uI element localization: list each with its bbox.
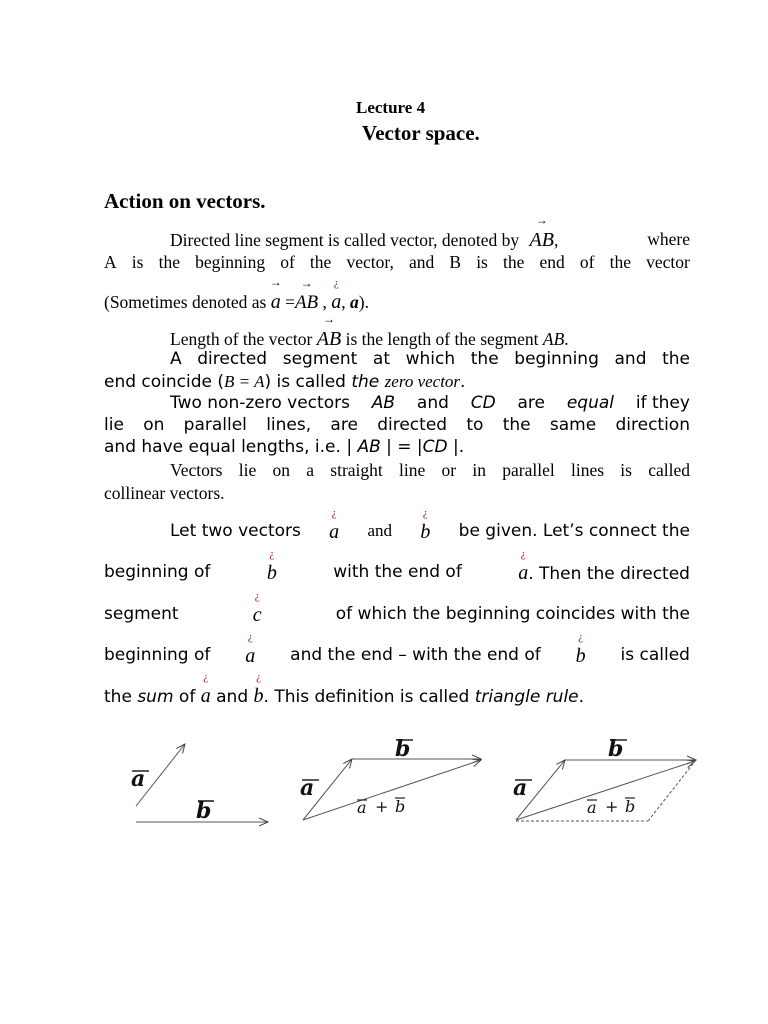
p6-line5: the sum of ¿ a and ¿ b. This definition is called triangle rule. <box>104 671 585 707</box>
vector-a-4: ¿ a <box>518 548 529 584</box>
vector-b-4: ¿ b <box>253 671 264 707</box>
vector-a-3: ¿ a <box>329 507 340 543</box>
p6-line3: segment ¿ c of which the beginning coincides with the <box>104 590 690 626</box>
vector-ab-3: → AB <box>316 312 342 350</box>
p3-line1: A directed segment at which the beginning and the <box>170 349 690 369</box>
vector-ab: → AB <box>529 213 554 251</box>
p6-line2: beginning of ¿ b with the end of ¿ a. Then the directed <box>104 548 690 584</box>
p5-line2: collinear vectors. <box>104 483 225 503</box>
fig3-dashed-side <box>648 760 696 821</box>
fig1-label-a: a <box>131 766 146 792</box>
vector-a-2: ¿ a <box>331 277 342 313</box>
p4-line1: Two non-zero vectors AB and CD are equal if they <box>170 393 690 413</box>
vector-a: → a <box>269 275 282 313</box>
section-heading: Action on vectors. <box>104 189 266 213</box>
fig2-sum-b: b <box>395 797 406 816</box>
vector-b-2: ¿ b <box>266 548 277 584</box>
fig2-label-b: b <box>395 736 411 762</box>
p2-line: Length of the vector → AB is the length of the segment AB. <box>170 312 569 350</box>
vector-b: ¿ b <box>420 507 431 543</box>
lecture-number: Lecture 4 <box>356 98 426 117</box>
p1-line3: (Sometimes denoted as → a = → AB , ¿ a, a). <box>104 275 369 313</box>
vector-b-3: ¿ b <box>575 631 586 667</box>
p3-line2: end coincide (B = A) is called the zero vector. <box>104 372 466 392</box>
fig2-sum-plus: + <box>375 797 389 816</box>
p5-line1: Vectors lie on a straight line or in parallel lines is called <box>170 460 690 480</box>
fig3-label-b: b <box>608 736 624 762</box>
vector-ab-2: → AB <box>294 276 319 313</box>
p1-line1: Directed line segment is called vector, denoted by → AB, where <box>170 213 690 251</box>
fig3-sum-b: b <box>625 797 636 816</box>
fig3-sum-a: a <box>587 798 597 817</box>
vector-a-5: ¿ a <box>245 631 256 667</box>
p4-line3: and have equal lengths, i.e. | AB | = |CD |. <box>104 437 465 457</box>
fig1-label-b: b <box>196 798 212 824</box>
page-title: Vector space. <box>362 121 480 145</box>
p6-line1: Let two vectors ¿ a and ¿ b be given. Let’s connect the <box>170 507 690 543</box>
fig2-sum-a: a <box>357 798 367 817</box>
fig3-label-a: a <box>513 775 528 801</box>
vector-a-6: ¿ a <box>200 671 211 707</box>
fig2-vector-sum <box>303 760 481 820</box>
p4-line2: lie on parallel lines, are directed to the same direction <box>104 415 690 435</box>
fig3-sum-plus: + <box>605 797 619 816</box>
p6-line4: beginning of ¿ a and the end – with the end of ¿ b is called <box>104 631 690 667</box>
fig2-label-a: a <box>300 775 315 801</box>
p1-line2: A is the beginning of the vector, and B is the end of the vector <box>104 252 690 272</box>
vector-c: ¿ c <box>252 590 262 626</box>
